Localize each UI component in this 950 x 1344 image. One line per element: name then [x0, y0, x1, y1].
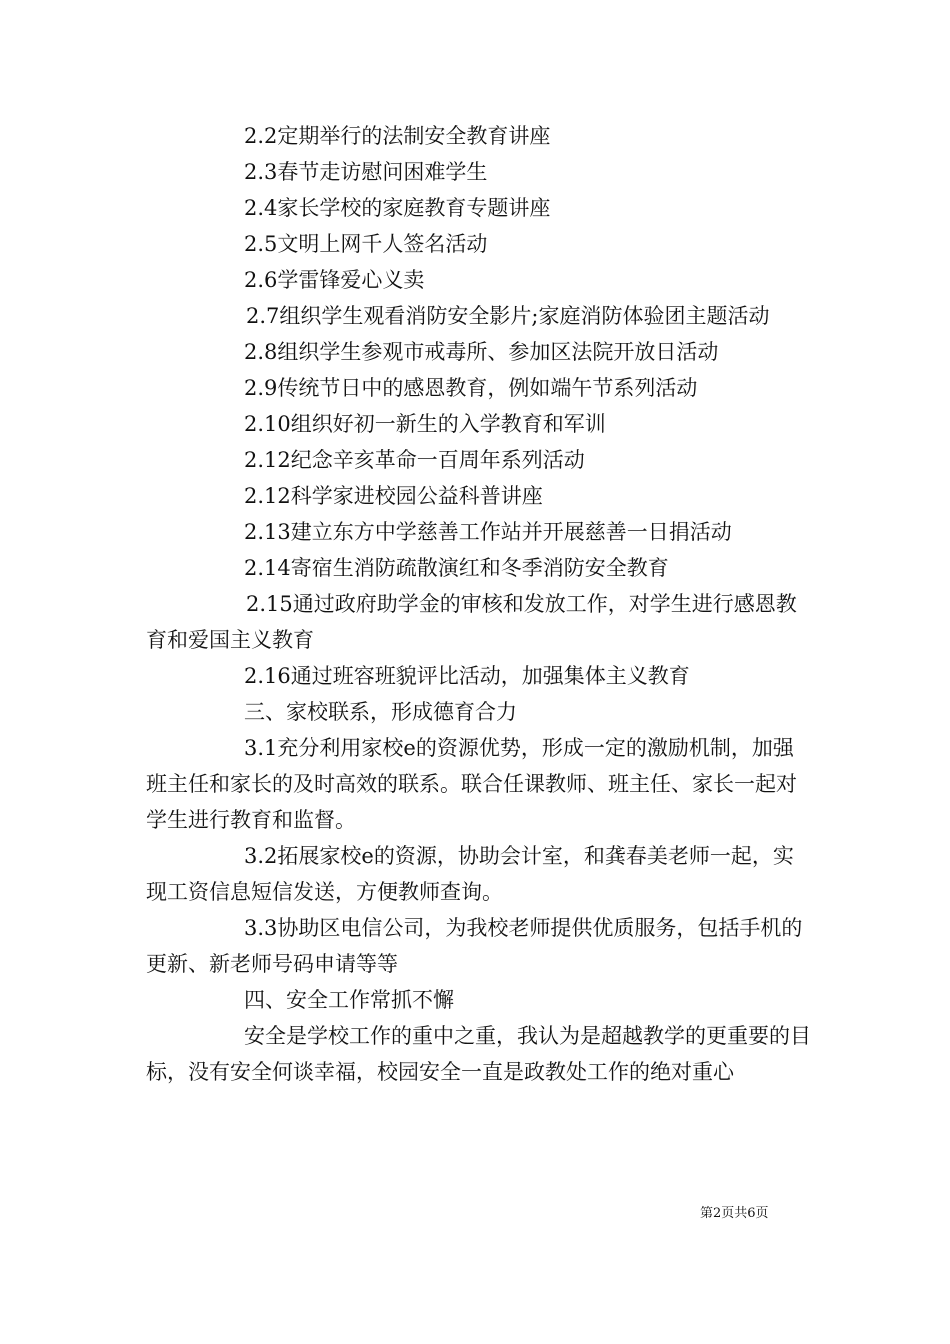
page-number: 第2页共6页 — [700, 1206, 769, 1221]
list-item: 2.10组织好初一新生的入学教育和军训 — [244, 412, 606, 436]
list-item: 2.8组织学生参观市戒毒所、参加区法院开放日活动 — [244, 340, 719, 364]
list-item: 2.12科学家进校园公益科普讲座 — [244, 484, 543, 508]
list-item: 2.5文明上网千人签名活动 — [244, 232, 488, 256]
body-paragraph: 3.1充分利用家校e的资源优势，形成一定的激励机制，加强班主任和家长的及时高效的联系。联合任课教师、班主任、家长一起对学生进行教育和监督。 — [146, 736, 797, 832]
document-body — [146, 118, 812, 1090]
list-item: 2.16通过班容班貌评比活动，加强集体主义教育 — [244, 664, 690, 688]
list-item: 2.13建立东方中学慈善工作站并开展慈善一日捐活动 — [244, 520, 732, 544]
section-heading: 三、家校联系，形成德育合力 — [244, 700, 517, 724]
list-item: 2.2定期举行的法制安全教育讲座 — [244, 124, 551, 148]
body-paragraph: 3.3协助区电信公司，为我校老师提供优质服务，包括手机的更新、新老师号码申请等等 — [146, 916, 803, 976]
list-item: 2.9传统节日中的感恩教育，例如端午节系列活动 — [244, 376, 698, 400]
body-paragraph: 3.2拓展家校e的资源，协助会计室，和龚春美老师一起，实现工资信息短信发送，方便教师查询。 — [146, 844, 794, 904]
list-item: 2.14寄宿生消防疏散演红和冬季消防安全教育 — [244, 556, 669, 580]
list-item: 2.3春节走访慰问困难学生 — [244, 160, 488, 184]
list-item: 2.12纪念辛亥革命一百周年系列活动 — [244, 448, 585, 472]
list-item: 2.7组织学生观看消防安全影片;家庭消防体验团主题活动 — [246, 304, 770, 328]
list-item: 2.6学雷锋爱心义卖 — [244, 268, 425, 292]
list-item: 2.15通过政府助学金的审核和发放工作，对学生进行感恩教育和爱国主义教育 — [146, 592, 797, 652]
body-paragraph: 安全是学校工作的重中之重，我认为是超越教学的更重要的目标，没有安全何谈幸福，校园安全一直是政教处工作的绝对重心 — [146, 1024, 811, 1084]
section-heading: 四、安全工作常抓不懈 — [244, 988, 454, 1012]
list-item: 2.4家长学校的家庭教育专题讲座 — [244, 196, 551, 220]
